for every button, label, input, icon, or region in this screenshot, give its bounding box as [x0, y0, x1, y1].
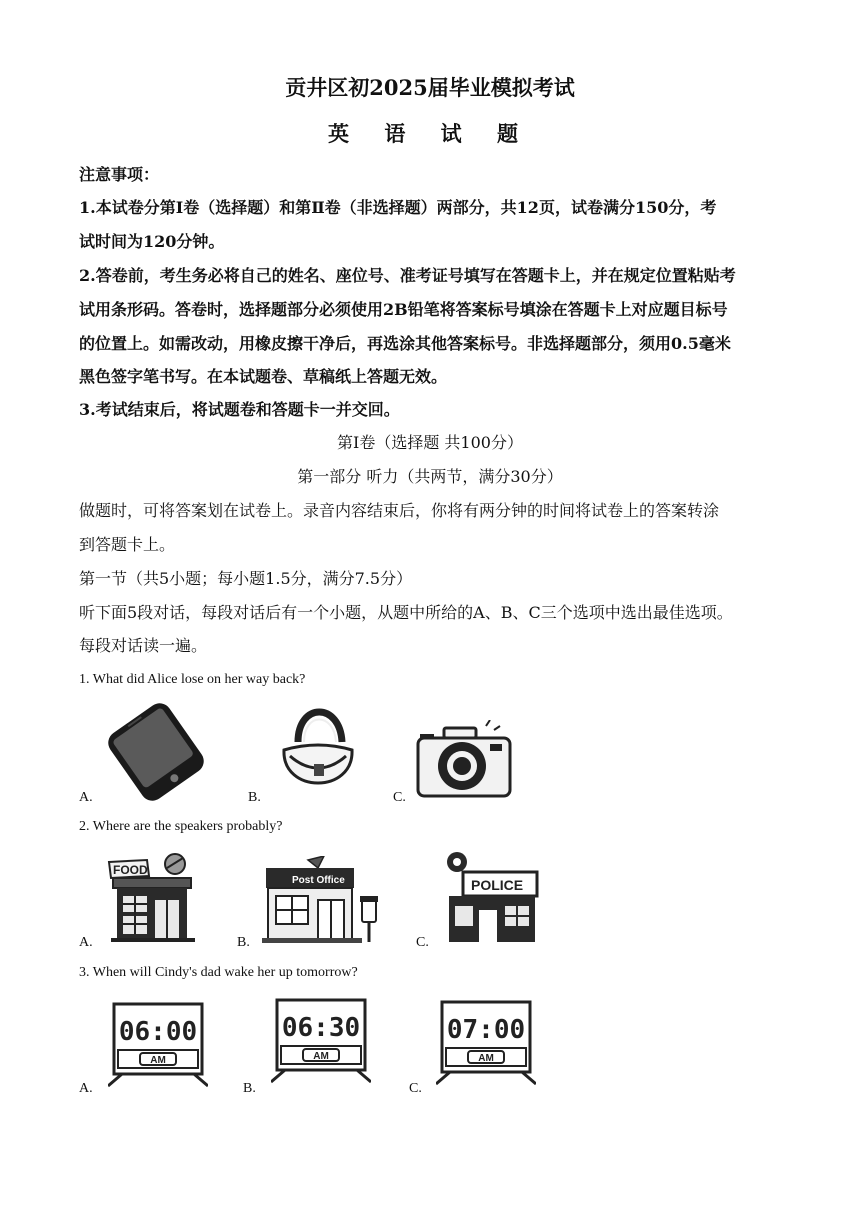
q3-option-c: C. [409, 1081, 422, 1096]
clock-icon-b [271, 996, 371, 1086]
subsection-heading: 第一节（共5小题；每小题1.5分，满分7.5分） [79, 569, 413, 588]
food-store-icon [103, 852, 203, 944]
food-sign: FOOD [113, 863, 148, 877]
note-2-line-4: 黑色签字笔书写。在本试题卷、草稿纸上答题无效。 [79, 367, 448, 386]
question-2: 2. Where are the speakers probably? [79, 819, 283, 834]
directions-line-1: 听下面5段对话，每段对话后有一个小题，从题中所给的A、B、C三个选项中选出最佳选项。 [79, 603, 733, 622]
note-2-line-3: 的位置上。如需改动，用橡皮擦干净后，再选涂其他答案标号。非选择题部分，须用0.5毫米 [79, 334, 731, 353]
intro-line-1: 做题时，可将答案划在试卷上。录音内容结束后，你将有两分钟的时间将试卷上的答案转涂 [79, 501, 720, 520]
part-heading: 第一部分 听力（共两节，满分30分） [297, 467, 563, 486]
intro-line-2: 到答题卡上。 [79, 535, 176, 554]
clock-c-time: 07:00 [446, 1015, 526, 1045]
smartphone-icon [98, 702, 214, 802]
clock-a-period: AM [150, 1055, 166, 1066]
note-1-line-2: 试时间为120分钟。 [79, 232, 225, 251]
camera-icon [414, 720, 524, 802]
exam-title: 贡井区初2025届毕业模拟考试 [285, 75, 575, 100]
clock-b-time: 06:30 [281, 1013, 361, 1043]
q1-option-b: B. [248, 790, 261, 805]
note-1-line-1: 1.本试卷分第Ⅰ卷（选择题）和第Ⅱ卷（非选择题）两部分，共12页，试卷满分150分，考 [79, 198, 717, 217]
q2-option-a: A. [79, 935, 93, 950]
q1-option-c: C. [393, 790, 406, 805]
handbag-icon [268, 702, 368, 802]
note-2-line-1: 2.答卷前，考生务必将自己的姓名、座位号、准考证号填写在答题卡上，并在规定位置粘贴考 [79, 266, 736, 285]
directions-line-2: 每段对话读一遍。 [79, 636, 208, 655]
police-station-icon [441, 850, 541, 944]
question-1: 1. What did Alice lose on her way back? [79, 672, 306, 687]
note-3: 3.考试结束后，将试题卷和答题卡一并交回。 [79, 400, 400, 419]
question-3: 3. When will Cindy's dad wake her up tomorrow? [79, 965, 358, 980]
clock-c-period: AM [478, 1053, 494, 1064]
clock-icon-c [436, 998, 536, 1088]
clock-b-period: AM [313, 1051, 329, 1062]
post-office-sign: Post Office [292, 875, 345, 886]
notes-heading: 注意事项： [79, 165, 160, 184]
q2-option-b: B. [237, 935, 250, 950]
exam-subtitle: 英 语 试 题 [328, 121, 532, 146]
q1-option-a: A. [79, 790, 93, 805]
clock-icon-a [108, 1000, 208, 1090]
volume-heading: 第Ⅰ卷（选择题 共100分） [337, 433, 523, 452]
q3-option-b: B. [243, 1081, 256, 1096]
police-sign: POLICE [471, 877, 524, 893]
q3-option-a: A. [79, 1081, 93, 1096]
note-2-line-2: 试用条形码。答卷时，选择题部分必须使用2B铅笔将答案标号填涂在答题卡上对应题目标号 [79, 300, 728, 319]
q2-option-c: C. [416, 935, 429, 950]
post-office-icon [262, 856, 388, 946]
clock-a-time: 06:00 [118, 1017, 198, 1047]
